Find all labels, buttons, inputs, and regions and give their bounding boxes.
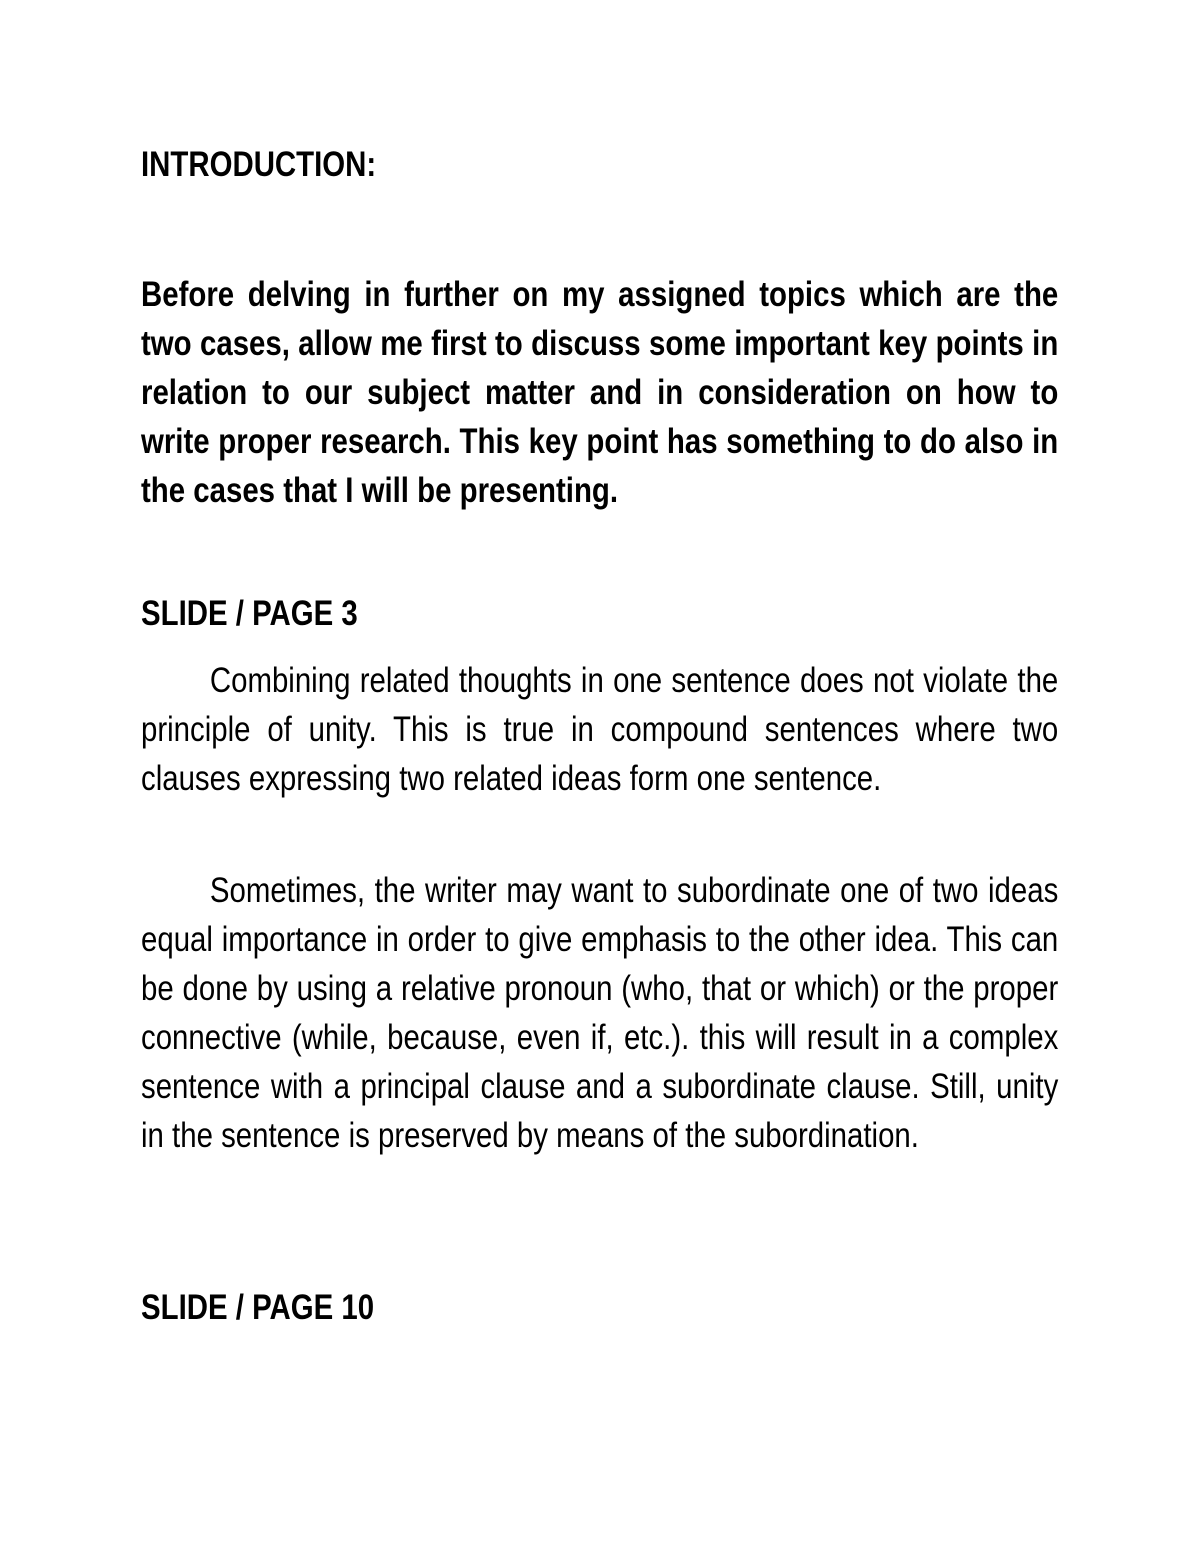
- slide3-paragraph-1-wrap: [141, 656, 1058, 803]
- introduction-heading: INTRODUCTION:: [141, 145, 377, 184]
- introduction-paragraph: Before delving in further on my assigned topics which are the two cases, allow me first to discuss some important key points in relation to our subject matter and in consideration on how to write proper research. This key point has something to do also in the cases that I will be presenting.: [141, 275, 1059, 510]
- slide3-heading-wrap: [141, 592, 1058, 636]
- slide3-paragraph-2-wrap: [141, 866, 1058, 1160]
- introduction-paragraph-wrap: [141, 270, 1058, 515]
- slide3-paragraph-1: Combining related thoughts in one sentence does not violate the principle of unity. This is true in compound sentences where two clauses expressing two related ideas form one sentence.: [141, 661, 1059, 798]
- slide3-heading: SLIDE / PAGE 3: [141, 594, 358, 633]
- slide3-paragraph-2: Sometimes, the writer may want to subordinate one of two ideas equal importance in order to give emphasis to the other idea. This can be done by using a relative pronoun (who, that or which) or the proper connective (while, because, even if, etc.). this will result in a complex sentence with a principal clause and a subordinate clause. Still, unity in the sentence is preserved by means of the subordination.: [141, 871, 1059, 1155]
- slide10-heading-wrap: [141, 1286, 1058, 1330]
- slide10-heading: SLIDE / PAGE 10: [141, 1288, 375, 1327]
- introduction-heading-wrap: [141, 143, 1058, 187]
